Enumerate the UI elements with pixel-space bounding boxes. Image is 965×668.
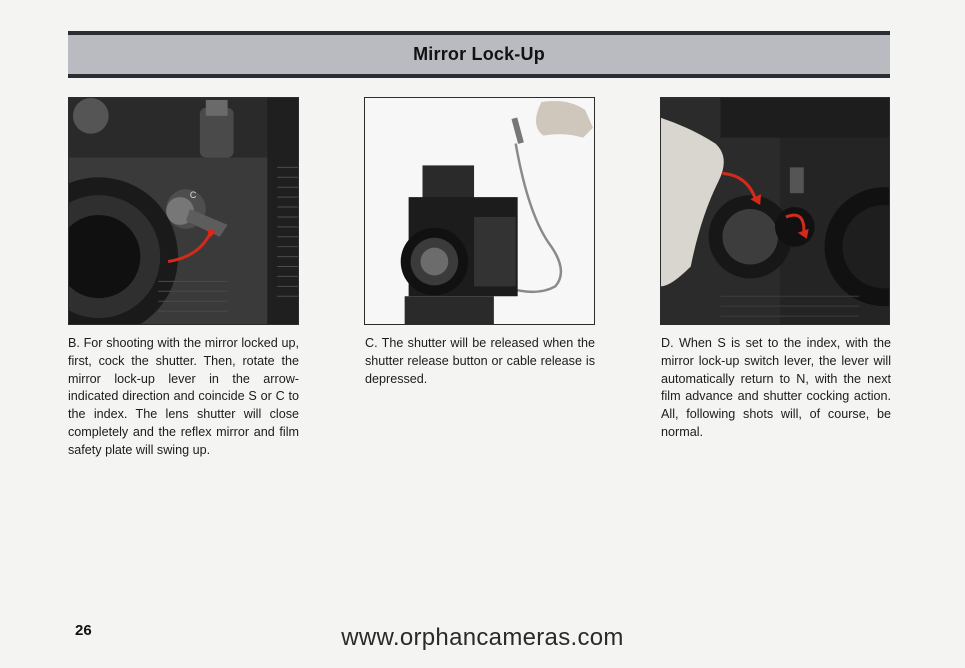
svg-text:C: C <box>189 190 197 201</box>
caption-b: B. For shooting with the mirror locked up, first, cock the shutter. Then, rotate the mirror lock-up lever in the arrow-indicated direction and coincide S or C to the index. The lens shutter will close completely and the reflex mirror and film safety plate will swing up. <box>68 336 299 457</box>
caption-c: C. The shutter will be released when the shutter release button or cable release is depressed. <box>365 336 595 386</box>
photo-c-cable-release <box>364 97 595 325</box>
photo-b-mirror-lockup-lever <box>68 97 299 325</box>
caption-d: D. When S is set to the index, with the mirror lock-up switch lever, the lever will automatically return to N, with the next film advance and shutter cocking action. All, following shots will, of course, be normal. <box>661 336 891 439</box>
section-header-bar <box>68 31 890 78</box>
source-watermark: www.orphancameras.com <box>341 624 624 651</box>
page-number: 26 <box>75 622 92 639</box>
photo-d-switch-lever <box>660 97 890 325</box>
section-title: Mirror Lock-Up <box>413 44 545 64</box>
